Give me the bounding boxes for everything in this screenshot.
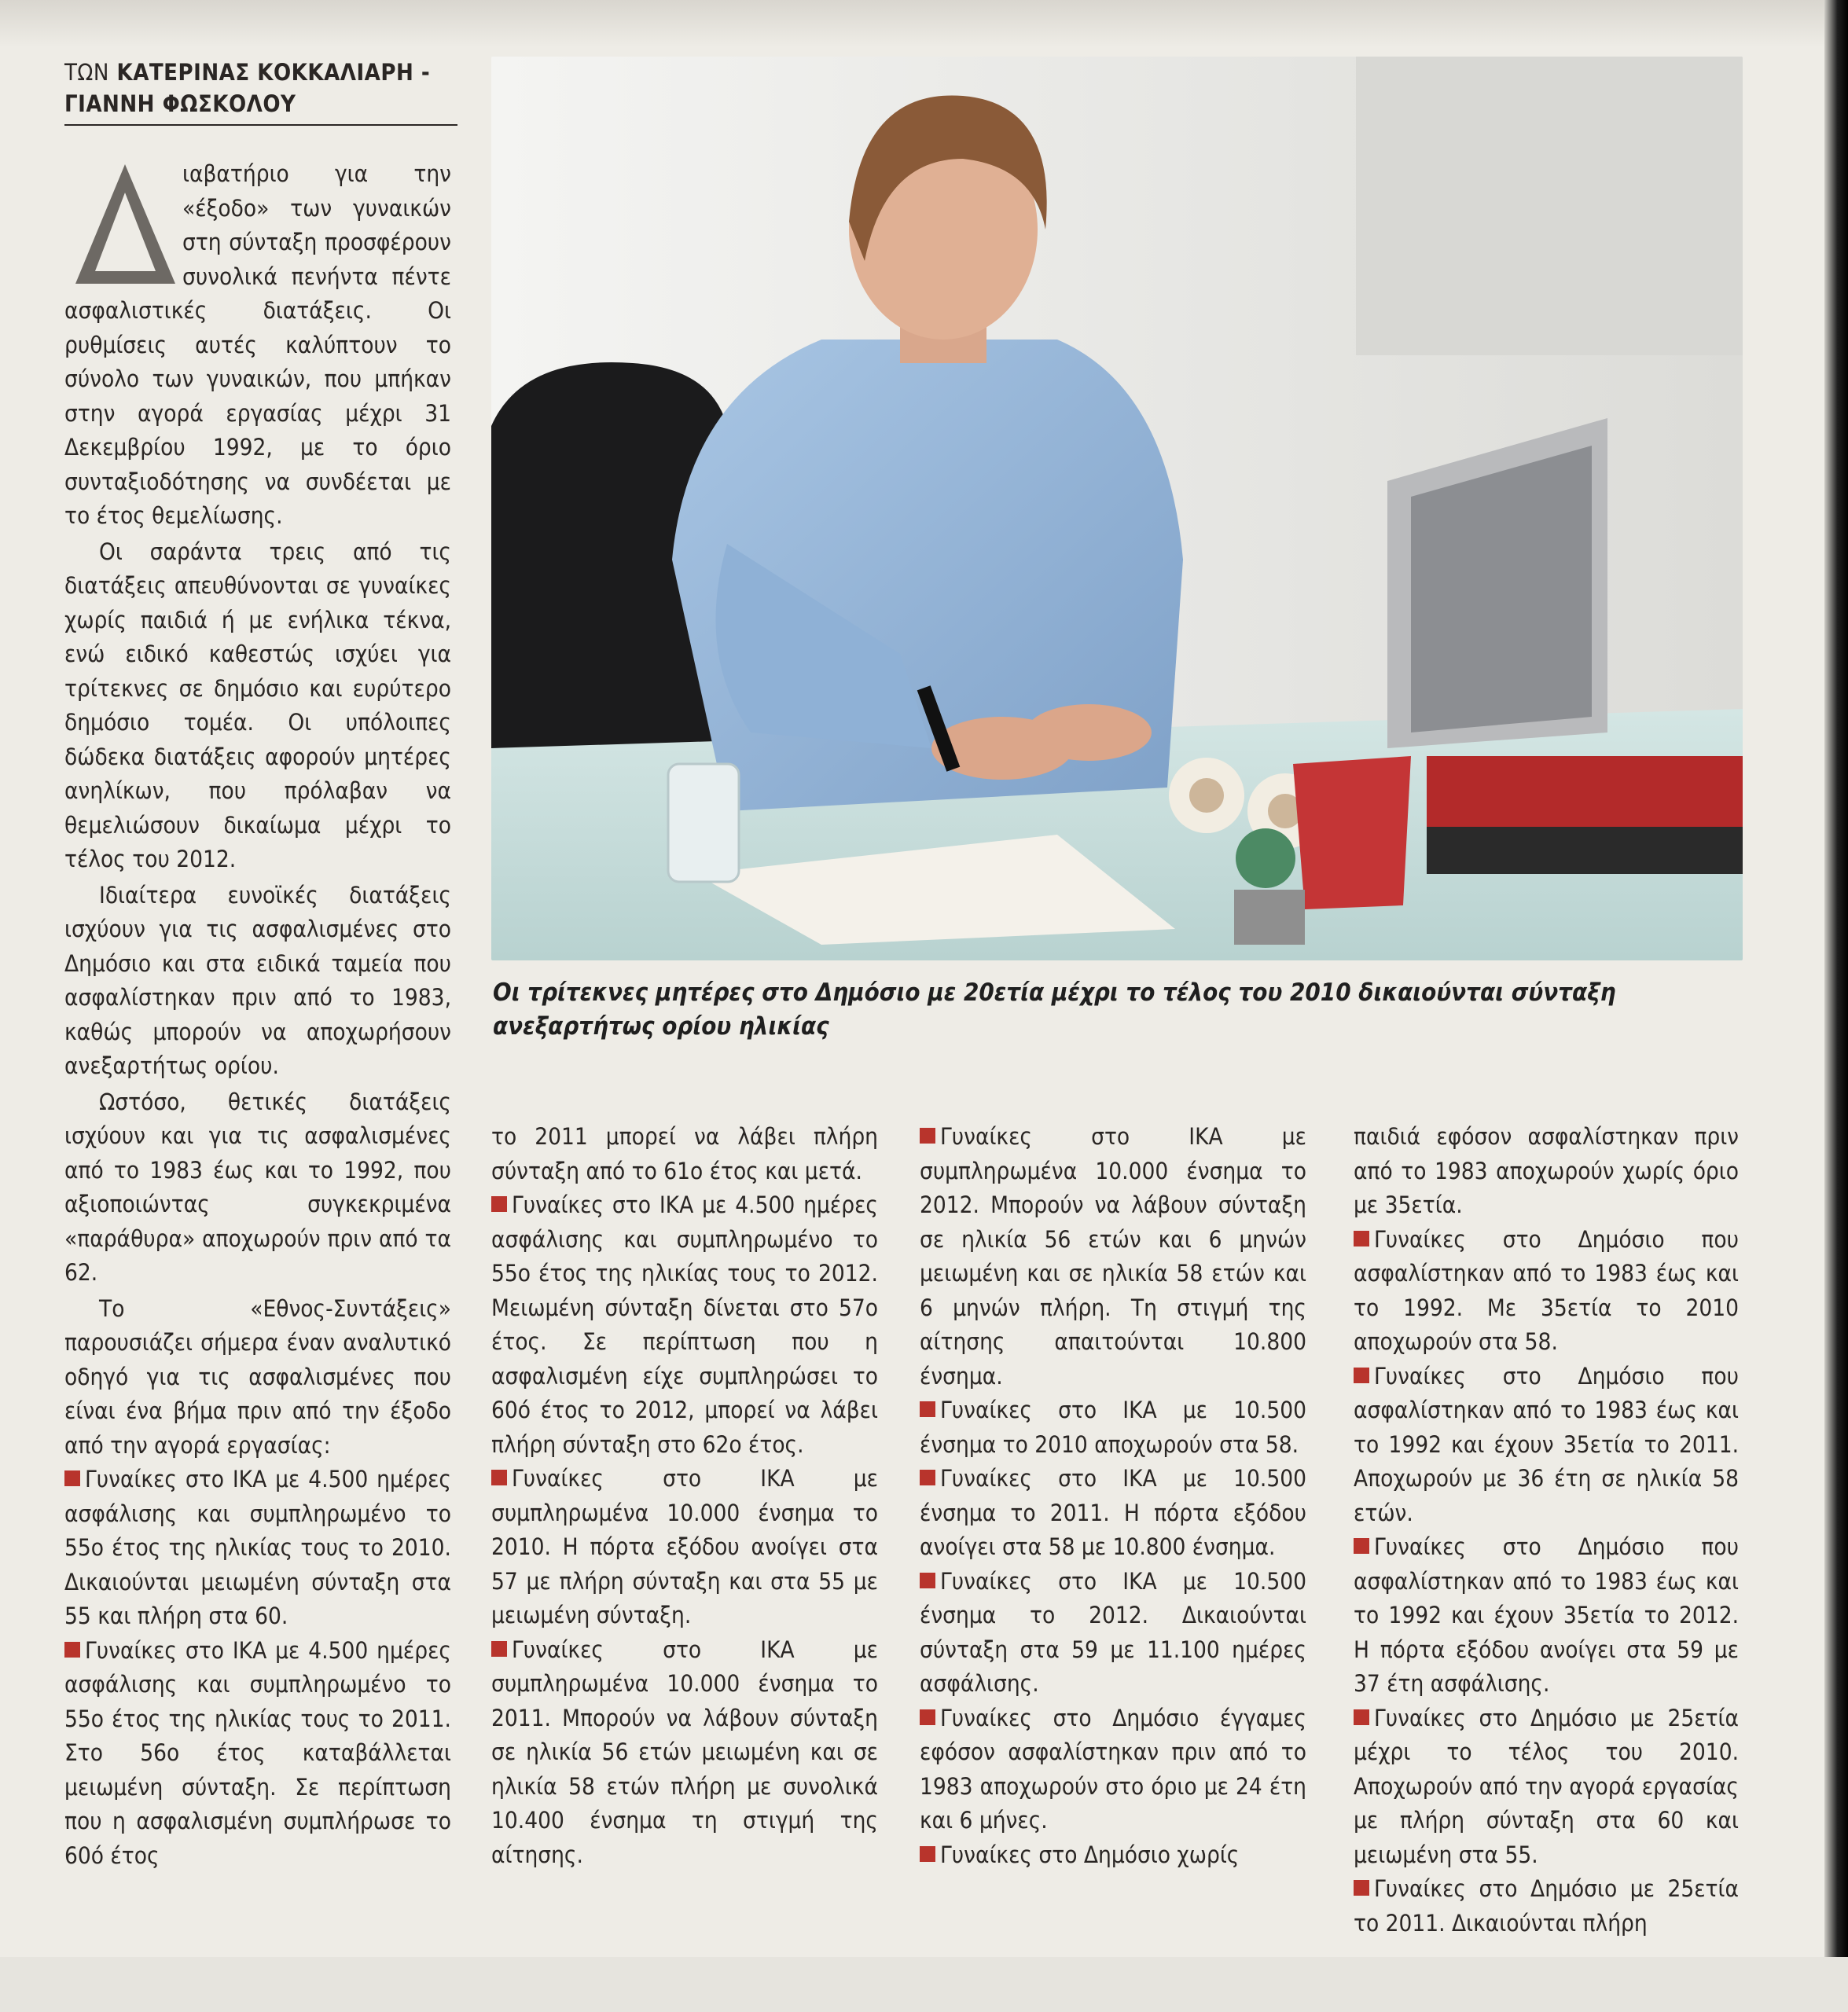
lead-text: ιαβατήριο για την «έξοδο» των γυναικών στη σύνταξη προσφέρουν συνολικά πενήντα πέντε ασφαλιστικές διατάξεις. Οι ρυθμίσεις αυτές καλύπτουν το σύνολο των γυναικών, που μπήκαν στην αγορά εργασίας μέχρι 31 Δεκεμβρίου 1992, με το όριο συνταξιοδότησης να συνδέεται με το έτος θεμελίωσης. <box>64 160 451 529</box>
list-item <box>920 1565 1306 1702</box>
list-item-text: Γυναίκες στο Δημόσιο που ασφαλίστηκαν από το 1983 έως και το 1992 και έχουν 35ετία το 2012. Η πόρτα εξόδου ανοίγει στα 59 με 37 έτη ασφάλισης. <box>1354 1533 1739 1697</box>
page-top-edge <box>0 0 1848 47</box>
article-photo <box>491 57 1743 960</box>
byline <box>64 57 457 126</box>
list-item <box>920 1120 1306 1393</box>
list-item <box>491 1462 878 1633</box>
bullet-square-icon <box>64 1642 80 1658</box>
bullet-square-icon <box>491 1196 507 1212</box>
bullet-square-icon <box>1354 1231 1369 1246</box>
article-column-3 <box>920 1120 1306 1872</box>
bullet-square-icon <box>491 1470 507 1485</box>
list-item <box>920 1838 1306 1873</box>
list-item <box>1354 1360 1739 1531</box>
scan-dark-edge <box>1824 0 1848 2012</box>
list-item-text: Γυναίκες στο Δημόσιο που ασφαλίστηκαν από το 1983 έως και το 1992. Με 35ετία το 2010 αποχωρούν στα 58. <box>1354 1225 1739 1355</box>
list-item <box>920 1462 1306 1565</box>
list-item <box>491 1633 878 1873</box>
list-item-text: Γυναίκες στο Δημόσιο χωρίς <box>940 1841 1240 1868</box>
continued-text: το 2011 μπορεί να λάβει πλήρη σύνταξη από το 61ο έτος και μετά. <box>491 1123 878 1184</box>
list-item-text: Γυναίκες στο ΙΚΑ με 4.500 ημέρες ασφάλισης και συμπληρωμένο το 55ο έτος της ηλικίας τους το 2010. Δικαιούνται μειωμένη σύνταξη στα 55 και πλήρη στα 60. <box>64 1466 451 1629</box>
page-bottom-edge <box>0 1957 1848 2012</box>
article-column-4 <box>1354 1120 1739 1940</box>
list-item-text: Γυναίκες στο ΙΚΑ με συμπληρωμένα 10.000 ένσημα το 2012. Μπορούν να λάβουν σύνταξη σε ηλικία 56 ετών και 6 μηνών μειωμένη και σε ηλικία 58 ετών και 6 μηνών πλήρη. Τη στιγμή της αίτησης απαιτούνται 10.800 ένσημα. <box>920 1123 1306 1390</box>
list-item-text: Γυναίκες στο Δημόσιο έγγαμες εφόσον ασφαλίστηκαν πριν από το 1983 αποχωρούν στο όριο με 24 έτη και 6 μήνες. <box>920 1704 1306 1834</box>
list-item <box>491 1188 878 1462</box>
bullet-square-icon <box>1354 1880 1369 1896</box>
bullet-square-icon <box>1354 1709 1369 1725</box>
bullet-square-icon <box>920 1470 935 1485</box>
list-item <box>64 1634 451 1874</box>
bullet-square-icon <box>1354 1368 1369 1383</box>
body-paragraph: Ιδιαίτερα ευνοϊκές διατάξεις ισχύουν για τις ασφαλισμένες στο Δημόσιο και στα ειδικά ταμεία που ασφαλίστηκαν πριν από το 1983, καθώς μπορούν να αποχωρήσουν ανεξαρτήτως ορίου. <box>64 881 451 1079</box>
list-item-text: Γυναίκες στο ΙΚΑ με 4.500 ημέρες ασφάλισης και συμπληρωμένο το 55ο έτος της ηλικίας τους το 2011. Στο 56ο έτος καταβάλλεται μειωμένη σύνταξη. Σε περίπτωση που η ασφαλισμένη συμπλήρωσε το 60ό έτος <box>64 1636 451 1869</box>
bullet-square-icon <box>920 1846 935 1862</box>
bullet-square-icon <box>1354 1538 1369 1554</box>
body-paragraph: Το «Εθνος-Συντάξεις» παρουσιάζει σήμερα έναν αναλυτικό οδηγό για τις ασφαλισμένες που είναι ένα βήμα πριν από την έξοδο από την αγορά εργασίας: <box>64 1294 451 1459</box>
article-column-2 <box>491 1120 878 1872</box>
lead-paragraph <box>64 157 451 534</box>
bullet-square-icon <box>920 1709 935 1725</box>
body-paragraph: Ωστόσο, θετικές διατάξεις ισχύουν και για τις ασφαλισμένες από το 1983 έως και το 1992, που αξιοποιώντας συγκεκριμένα «παράθυρα» αποχωρούν πριν από τα 62. <box>64 1088 451 1286</box>
list-item-text: Γυναίκες στο ΙΚΑ με 10.500 ένσημα το 2011. Η πόρτα εξόδου ανοίγει στα 58 με 10.800 ένσημα. <box>920 1465 1306 1560</box>
photo-caption: Οι τρίτεκνες μητέρες στο Δημόσιο με 20ετία μέχρι το τέλος του 2010 δικαιούνται σύνταξη ανεξαρτήτως ορίου ηλικίας <box>493 978 1616 1041</box>
list-item <box>920 1702 1306 1838</box>
list-item-text: Γυναίκες στο ΙΚΑ με συμπληρωμένα 10.000 ένσημα το 2011. Μπορούν να λάβουν σύνταξη σε ηλικία 56 ετών μειωμένη και σε ηλικία 58 ετών πλήρη με συνολικά 10.400 ένσημα τη στιγμή της αίτησης. <box>491 1636 878 1868</box>
body-paragraph: Οι σαράντα τρεις από τις διατάξεις απευθύνονται σε γυναίκες χωρίς παιδιά ή με ενήλικα τέκνα, ενώ ειδικό καθεστώς ισχύει για τρίτεκνες σε δημόσιο και ευρύτερο δημόσιο τομέα. Οι υπόλοιπες δώδεκα διατάξεις αφορούν μητέρες ανηλίκων, που πρόλαβαν να θεμελιώσουν δικαίωμα μέχρι το τέλος του 2012. <box>64 538 451 872</box>
article-column-1 <box>64 157 451 1873</box>
list-item <box>1354 1530 1739 1702</box>
lead-dropcap-float <box>64 157 182 291</box>
byline-author-2: ΓΙΑΝΝΗ ΦΩΣΚΟΛΟΥ <box>64 90 296 117</box>
list-item <box>920 1393 1306 1462</box>
bullet-square-icon <box>64 1470 80 1486</box>
list-item-text: Γυναίκες στο Δημόσιο με 25ετία μέχρι το τέλος του 2010. Αποχωρούν από την αγορά εργασίας με πλήρη σύνταξη στα 60 και μειωμένη στα 55. <box>1354 1704 1739 1868</box>
list-item-text: Γυναίκες στο ΙΚΑ με 4.500 ημέρες ασφάλισης και συμπληρωμένο το 55ο έτος της ηλικίας τους το 2012. Μειωμένη σύνταξη δίνεται στο 57ο έτος. Σε περίπτωση που η ασφαλισμένη είχε συμπληρώσει το 60ό έτος το 2012, μπορεί να λάβει πλήρη σύνταξη στο 62ο έτος. <box>491 1191 878 1458</box>
list-item-text: Γυναίκες στο ΙΚΑ με 10.500 ένσημα το 2012. Δικαιούνται σύνταξη στα 59 με 11.100 ημέρες ασφάλισης. <box>920 1567 1306 1697</box>
list-item-text: Γυναίκες στο Δημόσιο με 25ετία το 2011. Δικαιούνται πλήρη <box>1354 1875 1739 1937</box>
list-item <box>1354 1702 1739 1873</box>
list-item <box>64 1463 451 1634</box>
continued-text: παιδιά εφόσον ασφαλίστηκαν πριν από το 1983 αποχωρούν χωρίς όριο με 35ετία. <box>1354 1123 1739 1218</box>
bullet-square-icon <box>491 1641 507 1657</box>
bullet-square-icon <box>920 1128 935 1144</box>
bullet-square-icon <box>920 1573 935 1588</box>
list-item-text: Γυναίκες στο Δημόσιο που ασφαλίστηκαν από το 1983 έως και το 1992 και έχουν 35ετία το 2011. Αποχωρούν με 36 έτη σε ηλικία 58 ετών. <box>1354 1362 1739 1526</box>
list-item-text: Γυναίκες στο ΙΚΑ με 10.500 ένσημα το 2010 αποχωρούν στα 58. <box>920 1397 1306 1458</box>
list-item-text: Γυναίκες στο ΙΚΑ με συμπληρωμένα 10.000 ένσημα το 2010. Η πόρτα εξόδου ανοίγει στα 57 με πλήρη σύνταξη και στα 55 με μειωμένη σύνταξη. <box>491 1465 878 1628</box>
list-item <box>1354 1223 1739 1360</box>
bullet-square-icon <box>920 1401 935 1417</box>
list-item <box>1354 1872 1739 1940</box>
byline-prefix: ΤΩΝ <box>64 59 109 86</box>
byline-author-1: ΚΑΤΕΡΙΝΑΣ ΚΟΚΚΑΛΙΑΡΗ - <box>116 59 431 86</box>
